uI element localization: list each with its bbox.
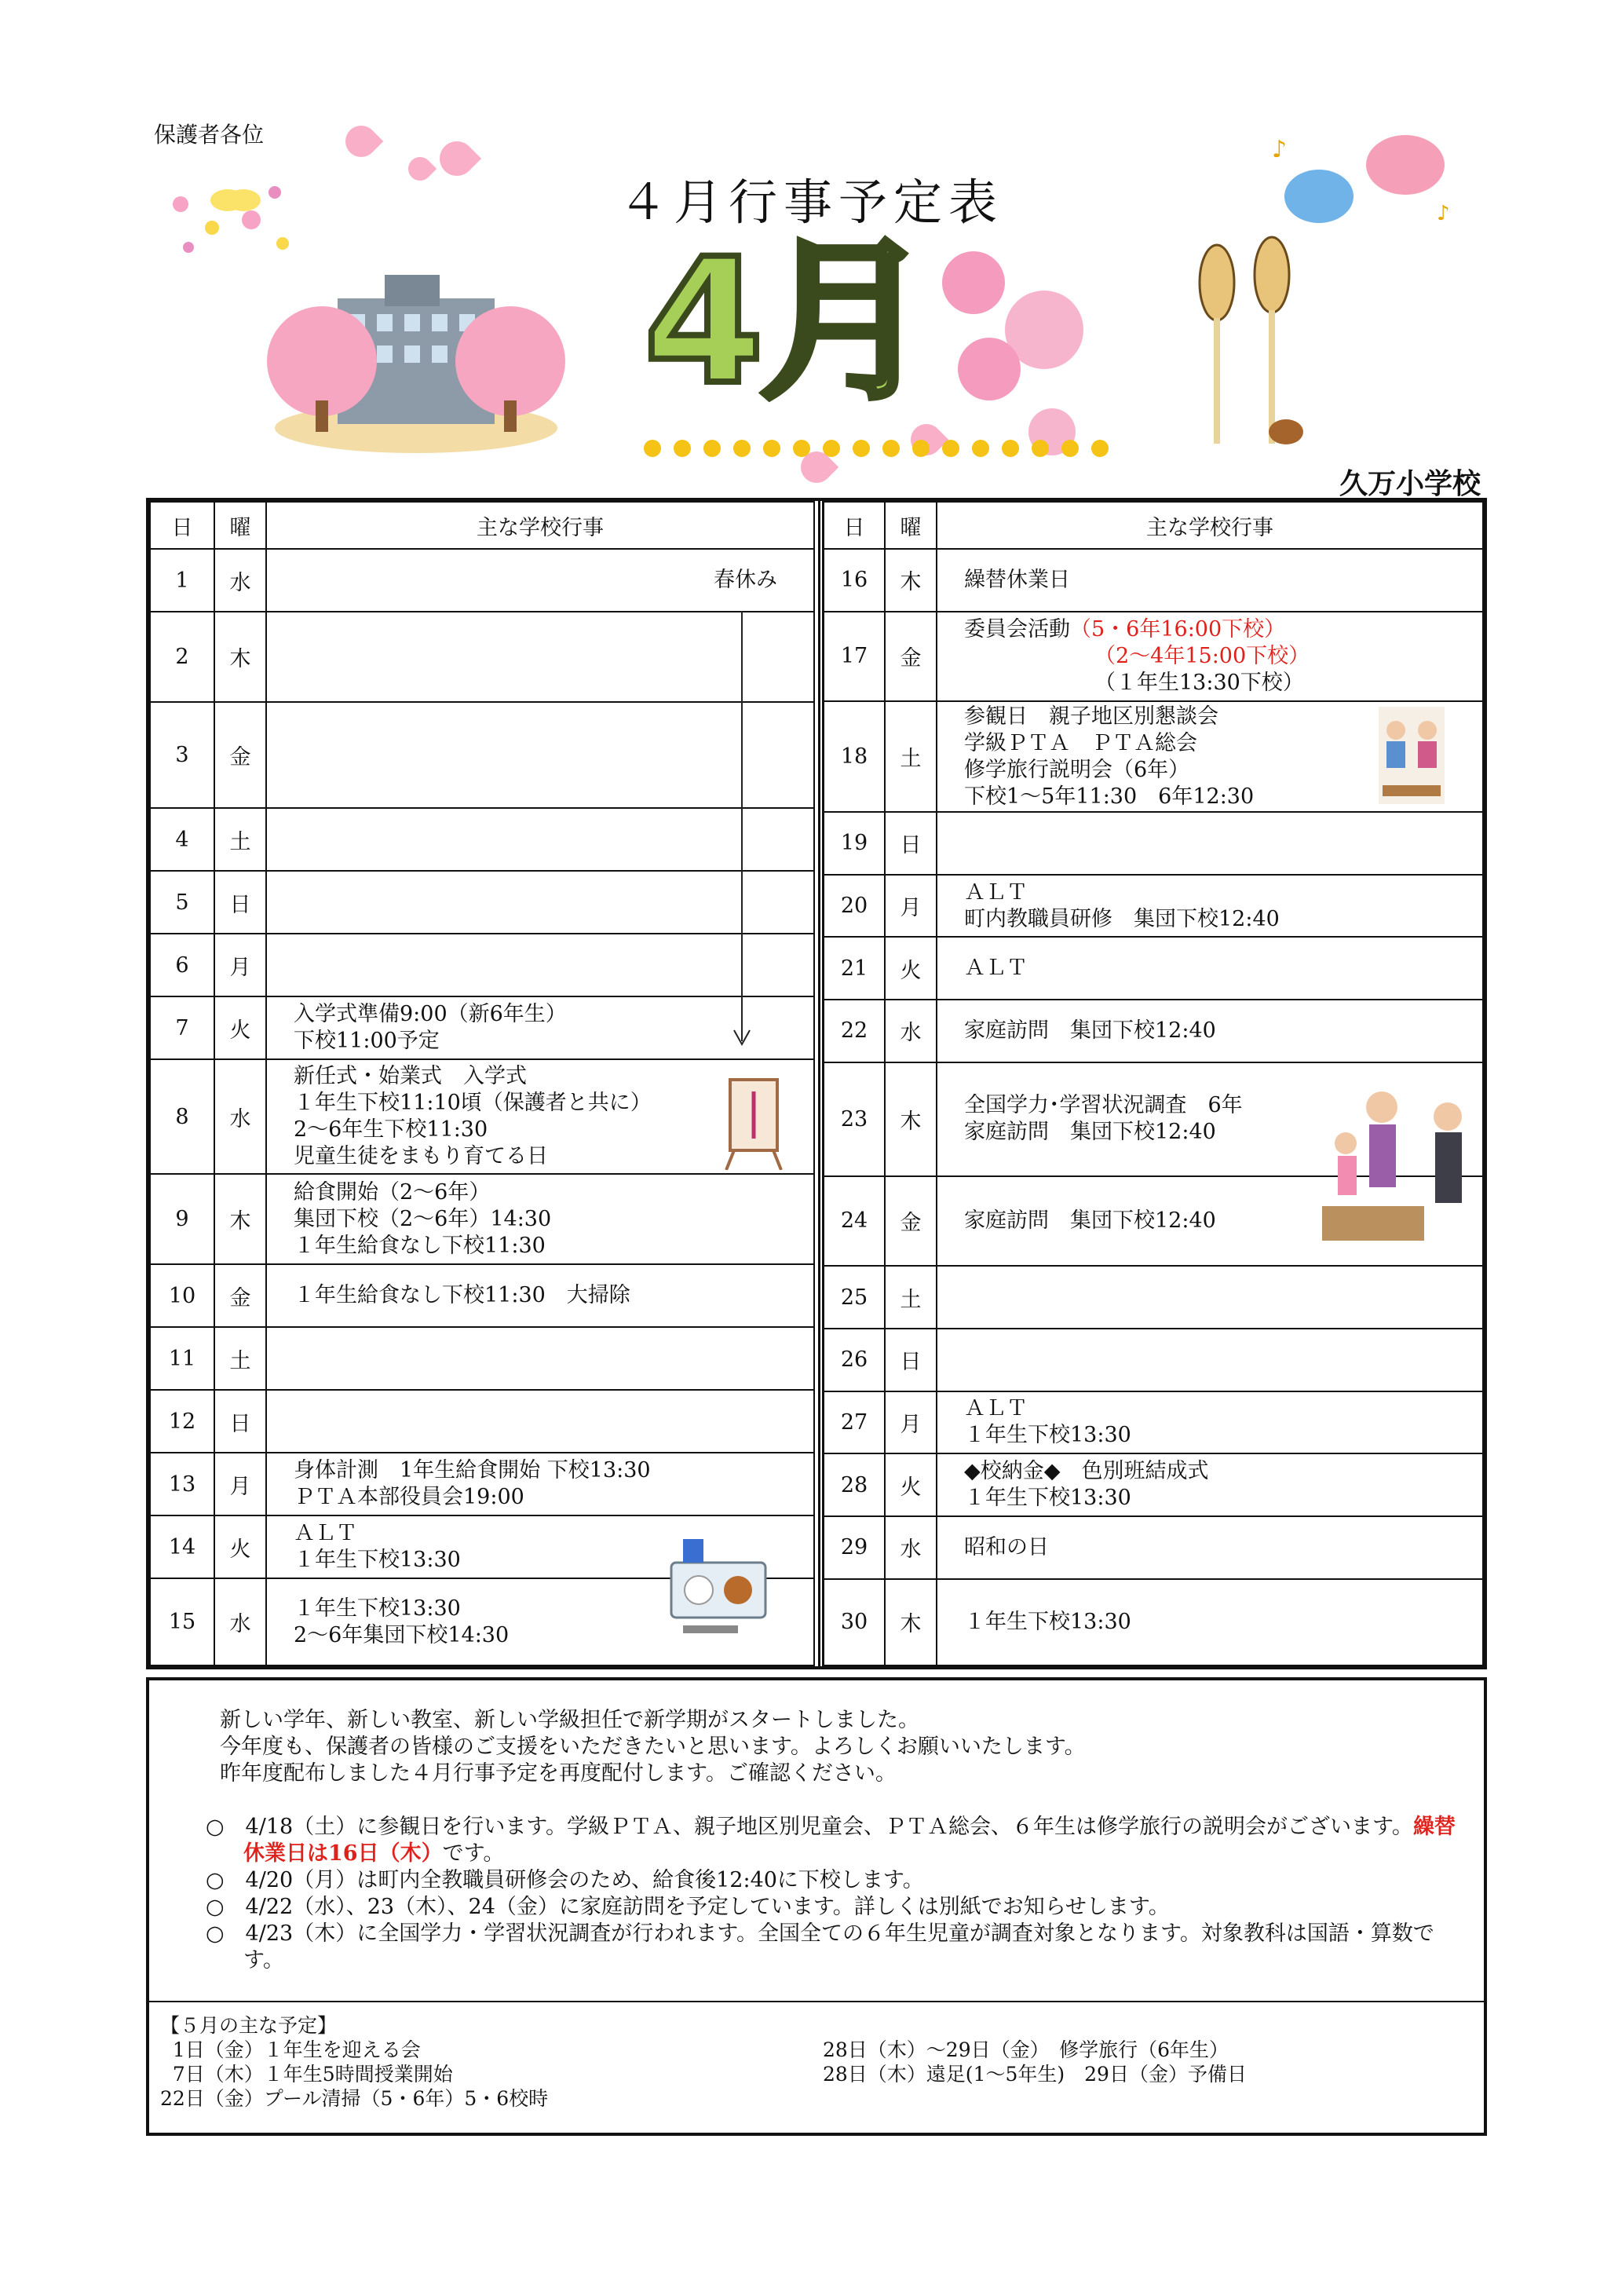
day-cell: 19 [824,812,885,875]
event-cell: ＡＬＴ [937,937,1483,1000]
page-title: ４月行事予定表 [618,174,1003,231]
day-cell: 21 [824,937,885,1000]
notice-bullet-text: です。 [442,1841,505,1866]
day-cell: 11 [150,1327,214,1390]
weekday-cell: 水 [214,1059,266,1174]
table-row [824,812,1483,875]
weekday-cell: 金 [885,612,937,701]
day-cell: 23 [824,1062,885,1176]
dot-icon [733,440,751,457]
weekday-cell: 月 [885,1391,937,1454]
table-row [824,1579,1483,1665]
event-cell: 新任式・始業式 入学式 １年生下校11:10頃（保護者と共に） 2～6年生下校11:30 児童生徒をまもり育てる日 [266,1059,814,1174]
weekday-cell: 土 [214,1327,266,1390]
event-cell: ＡＬＴ １年生下校13:30 [937,1391,1483,1454]
day-cell: 28 [824,1453,885,1516]
notice-separator [149,2001,1484,2002]
event-cell [266,1390,814,1453]
table-divider [813,501,820,1666]
col-header-weekday: 曜 [214,502,266,549]
weekday-cell: 土 [214,808,266,871]
day-cell: 15 [150,1578,214,1665]
table-row [150,702,814,808]
notice-bullet: ○ 4/20（月）は町内全教職員研修会のため、給食後12:40に下校します。 [206,1868,924,1892]
event-cell: 全国学力･学習状況調査 6年 家庭訪問 集団下校12:40 [937,1062,1483,1176]
horsetail-plant-icon [1185,236,1311,455]
day-cell: 9 [150,1174,214,1264]
school-building-icon [267,267,565,455]
schedule-table [146,498,1487,1669]
day-cell: 29 [824,1516,885,1579]
notice-bullet [196,1814,1460,1867]
dot-icon [1091,440,1109,457]
weekday-cell: 水 [885,1000,937,1062]
event-cell: 入学式準備9:00（新6年生） 下校11:00予定 [266,996,814,1059]
table-row [824,1453,1483,1516]
weekday-cell: 水 [214,1578,266,1665]
weekday-cell: 火 [214,1515,266,1578]
table-row [150,996,814,1059]
event-cell: １年生下校13:30 [937,1579,1483,1665]
weekday-cell: 木 [885,1062,937,1176]
table-row [824,1391,1483,1454]
table-header-row [150,502,814,549]
may-schedule-title: 【５月の主な予定】 [160,2014,338,2037]
event-cell [266,1327,814,1390]
event-cell: 繰替休業日 [937,549,1483,612]
event-text: 委員会活動 [964,616,1070,642]
day-cell: 10 [150,1264,214,1327]
dot-icon [823,440,840,457]
weekday-cell: 日 [885,1329,937,1391]
table-row [824,549,1483,612]
dot-icon [763,440,780,457]
dot-icon [912,440,930,457]
table-row [824,1266,1483,1329]
table-row [824,612,1483,701]
day-cell: 17 [824,612,885,701]
notice-paragraph: 昨年度配布しました４月行事予定を再度配付します。ご確認ください。 [220,1761,897,1786]
event-cell: ＡＬＴ １年生下校13:30 [266,1515,814,1578]
schedule-grid-left [149,501,815,1666]
substitute-holiday-note: 繰替休業日は16日（木） [243,1815,1456,1866]
table-row [150,1390,814,1453]
day-cell: 6 [150,934,214,996]
weekday-cell: 金 [214,1264,266,1327]
svg-text:♪: ♪ [1272,136,1288,163]
dot-icon [674,440,691,457]
schedule-grid-right [823,501,1484,1666]
event-cell: １年生下校13:30 2～6年集団下校14:30 [266,1578,814,1665]
weekday-cell: 金 [885,1176,937,1266]
event-cell: 家庭訪問 集団下校12:40 [937,1000,1483,1062]
day-cell: 4 [150,808,214,871]
table-row [824,875,1483,938]
dot-icon [1032,440,1049,457]
event-cell: 参観日 親子地区別懇談会 学級ＰＴＡ ＰＴＡ総会 修学旅行説明会（6年） 下校1～5年11:30 6年12:30 [937,701,1483,812]
day-cell: 7 [150,996,214,1059]
day-cell: 1 [150,549,214,612]
day-cell: 25 [824,1266,885,1329]
may-item: 28日（木）～29日（金） 修学旅行（6年生） [823,2038,1229,2061]
weekday-cell: 金 [214,702,266,808]
weekday-cell: 土 [885,701,937,812]
may-item: 1日（金）１年生を迎える会 [160,2038,421,2061]
table-row [824,1000,1483,1062]
table-row [150,612,814,702]
addressee: 保護者各位 [154,122,265,148]
event-text: 春休み [714,568,777,592]
weekday-cell: 日 [214,871,266,934]
dot-icon [644,440,661,457]
weekday-cell: 月 [214,1453,266,1515]
event-cell: ◆校納金◆ 色別班結成式 １年生下校13:30 [937,1453,1483,1516]
birds-icon [1256,126,1460,228]
event-cell: 身体計測 1年生給食開始 下校13:30 ＰＴＡ本部役員会19:00 [266,1453,814,1515]
col-header-events: 主な学校行事 [266,502,814,549]
day-cell: 22 [824,1000,885,1062]
dot-icon [972,440,989,457]
table-row [150,549,814,612]
event-cell: 給食開始（2～6年） 集団下校（2～6年）14:30 １年生給食なし下校11:30 [266,1174,814,1264]
notice-text [196,1707,1460,1974]
table-row [150,1174,814,1264]
schedule-left-half [149,501,815,1666]
weekday-cell: 水 [885,1516,937,1579]
event-cell [266,549,814,612]
weekday-cell: 火 [214,996,266,1059]
school-name: 久万小学校 [1339,468,1481,500]
day-cell: 2 [150,612,214,702]
dot-icon [1061,440,1079,457]
table-row [150,934,814,996]
day-cell: 20 [824,875,885,938]
weekday-cell: 水 [214,549,266,612]
schedule-right-half [820,501,1484,1666]
day-cell: 24 [824,1176,885,1266]
notice-bullet-text: ○ 4/18（土）に参観日を行います。学級ＰＴＡ、親子地区別児童会、ＰＴＡ総会、６年生は修学旅行の説明会がございます。 [206,1815,1413,1839]
day-cell: 8 [150,1059,214,1174]
event-time-red: （5・6年16:00下校） [1070,616,1286,642]
event-cell: 家庭訪問 集団下校12:40 [937,1176,1483,1266]
table-row [824,1329,1483,1391]
dot-icon [1002,440,1019,457]
event-cell [937,612,1483,701]
event-cell [937,812,1483,875]
svg-text:♪: ♪ [1437,202,1450,225]
weekday-cell: 木 [885,549,937,612]
entrance-ceremony-sign-icon [722,1076,785,1170]
notice-paragraph: 今年度も、保護者の皆様のご支援をいただきたいと思います。よろしくお願いいたします。 [220,1735,1086,1759]
dot-icon [882,440,900,457]
event-cell: ＡＬＴ 町内教職員研修 集団下校12:40 [937,875,1483,938]
col-header-day: 日 [824,502,885,549]
event-cell: １年生給食なし下校11:30 大掃除 [266,1264,814,1327]
weekday-cell: 日 [885,812,937,875]
notice-box [146,1677,1487,2136]
may-item: 22日（金）プール清掃（5・6年）5・6校時 [160,2087,549,2110]
table-row [150,808,814,871]
weekday-cell: 木 [885,1579,937,1665]
event-cell: 昭和の日 [937,1516,1483,1579]
weekday-cell: 木 [214,612,266,702]
table-header-row [824,502,1483,549]
dot-icon [853,440,870,457]
weekday-cell: 木 [214,1174,266,1264]
day-cell: 18 [824,701,885,812]
petal-icon [339,119,384,164]
big-month-heading: 4月 [644,221,928,422]
may-item: 7日（木）１年生5時間授業開始 [160,2063,453,2086]
notice-bullet: ○ 4/22（水）、23（木）、24（金）に家庭訪問を予定しています。詳しくは別紙でお知らせします。 [206,1895,1170,1919]
event-cell [937,1329,1483,1391]
table-row [150,1453,814,1515]
weekday-cell: 月 [214,934,266,996]
may-item: 28日（木）遠足(1～5年生) 29日（金）予備日 [823,2063,1247,2086]
event-line [964,616,1482,643]
day-cell: 14 [150,1515,214,1578]
table-row [824,937,1483,1000]
weekday-cell: 火 [885,937,937,1000]
dot-icon [942,440,959,457]
table-row [824,1516,1483,1579]
school-lunch-tray-icon [667,1539,769,1649]
col-header-weekday: 曜 [885,502,937,549]
notice-bullet: ○ 4/23（木）に全国学力・学習状況調査が行われます。全国全ての６年生児童が調査対象となります。対象教科は国語・算数です。 [206,1921,1434,1972]
col-header-events: 主な学校行事 [937,502,1483,549]
event-line: （１年生13:30下校） [1094,670,1304,695]
parents-class-icon [1379,707,1445,804]
weekday-cell: 日 [214,1390,266,1453]
day-cell: 30 [824,1579,885,1665]
event-line: （2～4年15:00下校） [1094,643,1310,668]
day-cell: 3 [150,702,214,808]
spring-break-arrow-icon [730,611,754,1051]
butterfly-flowers-icon [157,173,314,267]
may-schedule [160,2013,1468,2110]
weekday-cell: 月 [885,875,937,938]
table-row [150,1059,814,1174]
day-cell: 5 [150,871,214,934]
table-row [150,1264,814,1327]
table-row [150,1327,814,1390]
day-cell: 27 [824,1391,885,1454]
dot-icon [703,440,721,457]
day-cell: 13 [150,1453,214,1515]
cherry-blossom-icon [926,236,1099,463]
day-cell: 16 [824,549,885,612]
weekday-cell: 土 [885,1266,937,1329]
event-cell [937,1266,1483,1329]
day-cell: 12 [150,1390,214,1453]
col-header-day: 日 [150,502,214,549]
weekday-cell: 火 [885,1453,937,1516]
table-row [150,871,814,934]
home-visit-icon [1322,1088,1487,1253]
dot-icon [793,440,810,457]
notice-paragraph: 新しい学年、新しい教室、新しい学級担任で新学期がスタートしました。 [220,1708,919,1732]
day-cell: 26 [824,1329,885,1391]
